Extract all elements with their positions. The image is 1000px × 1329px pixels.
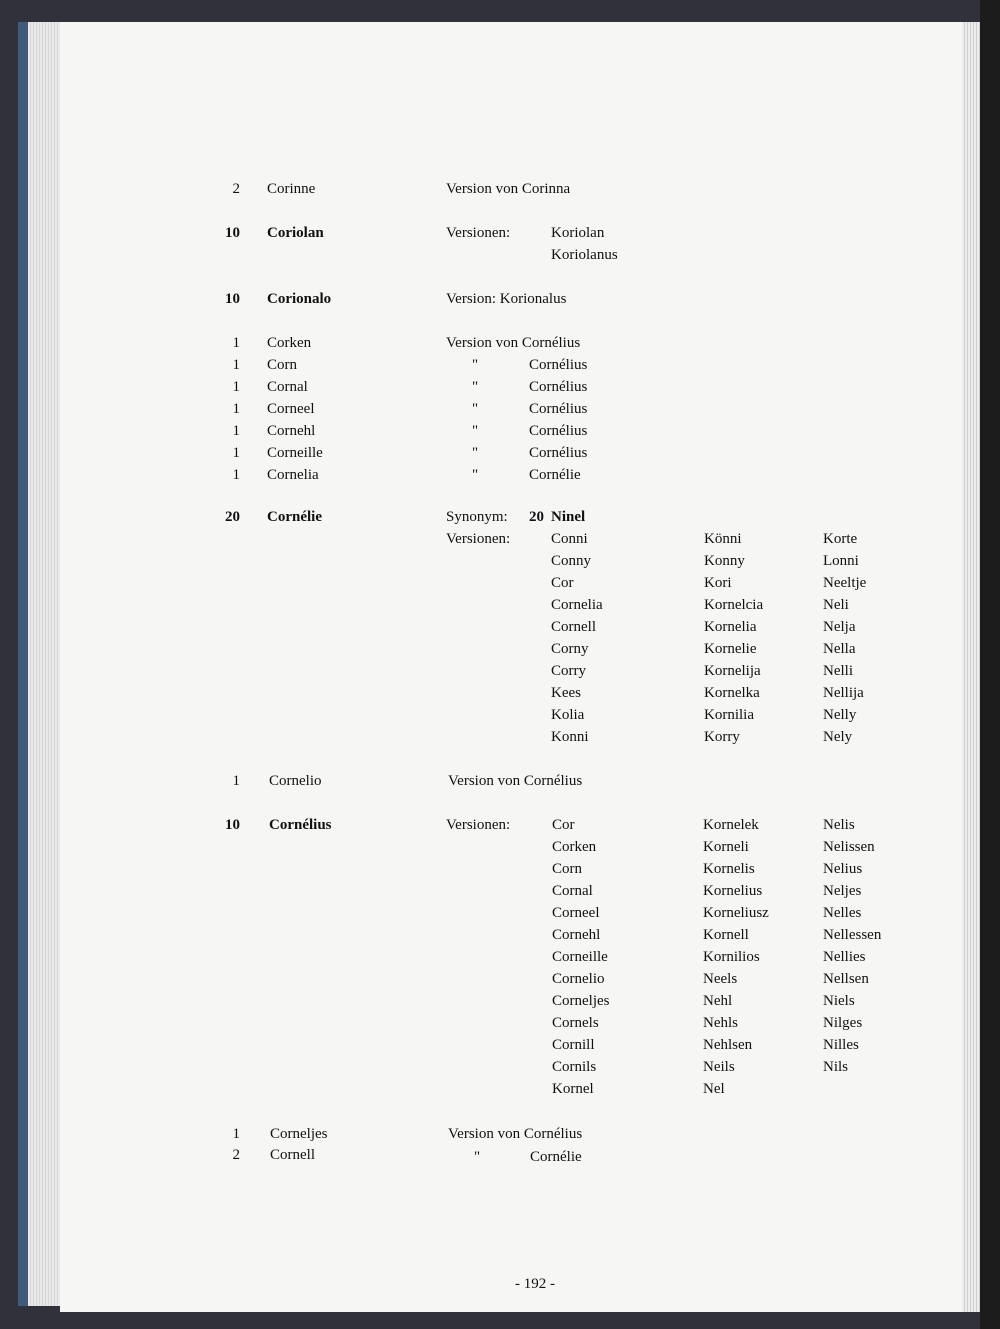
entry-name: Cornelia <box>267 467 319 483</box>
version-value: Cornelia <box>551 597 603 613</box>
version-value: Cornils <box>552 1059 597 1075</box>
version-value: Kori <box>704 575 732 591</box>
synonym-frequency: 20 <box>529 509 544 525</box>
version-value: Corny <box>551 641 589 657</box>
entry-name: Cornal <box>267 379 308 395</box>
entry-name: Corneljes <box>270 1126 328 1142</box>
version-value: Corneel <box>552 905 600 921</box>
version-value: Cor <box>552 817 575 833</box>
version-value: Kolia <box>551 707 585 723</box>
version-value: Cornill <box>552 1037 595 1053</box>
version-value: Corneljes <box>552 993 610 1009</box>
entry-name: Corneel <box>267 401 315 417</box>
version-value: Könni <box>704 531 742 547</box>
version-value: Korte <box>823 531 858 547</box>
version-value: Kees <box>551 685 581 701</box>
entry-description: Cornélius <box>529 423 588 439</box>
version-value: Nehlsen <box>703 1037 753 1053</box>
entry-description: Version von Corinna <box>446 181 571 197</box>
entry-frequency: 1 <box>232 773 240 789</box>
entry-name: Coriolan <box>267 225 324 241</box>
entry-name: Corinne <box>267 181 316 197</box>
ditto-mark: " <box>472 379 479 395</box>
entry-frequency: 1 <box>232 401 240 417</box>
version-value: Nehl <box>703 993 733 1009</box>
entry-frequency: 1 <box>232 357 240 373</box>
version-value: Kornelka <box>704 685 760 701</box>
entry-name: Corken <box>267 335 312 351</box>
page-stack-right <box>962 22 980 1312</box>
version-value: Nellies <box>823 949 866 965</box>
ditto-mark: " <box>472 445 479 461</box>
entry-description: Version von Cornélius <box>448 1126 583 1142</box>
version-value: Kornilios <box>703 949 760 965</box>
version-value: Corry <box>551 663 586 679</box>
entry-name: Cornélius <box>269 817 332 833</box>
entry-description: Version von Cornélius <box>446 335 581 351</box>
version-value: Neeltje <box>823 575 867 591</box>
versions-label: Versionen: <box>446 531 511 547</box>
entry-description: Version von Cornélius <box>448 773 583 789</box>
version-value: Konny <box>704 553 745 569</box>
version-value: Conni <box>551 531 588 547</box>
ditto-mark: " <box>474 1149 481 1165</box>
version-value: Kornell <box>703 927 749 943</box>
entry-name: Corn <box>267 357 297 373</box>
entry-name: Cornell <box>270 1147 315 1163</box>
ditto-mark: " <box>472 467 479 483</box>
version-value: Koriolanus <box>551 247 618 263</box>
version-value: Korry <box>704 729 740 745</box>
entry-frequency: 10 <box>225 225 240 241</box>
version-value: Nilges <box>823 1015 863 1031</box>
version-value: Corneille <box>552 949 608 965</box>
version-value: Kornelija <box>704 663 761 679</box>
version-value: Corn <box>552 861 582 877</box>
entry-frequency: 2 <box>232 181 240 197</box>
entry-frequency: 1 <box>232 379 240 395</box>
entry-description: Version: Korionalus <box>446 291 567 307</box>
version-value: Neils <box>703 1059 735 1075</box>
versions-label: Versionen: <box>446 817 511 833</box>
version-value: Conny <box>551 553 592 569</box>
version-value: Nelis <box>823 817 855 833</box>
version-value: Nellija <box>823 685 864 701</box>
version-value: Cornehl <box>552 927 601 943</box>
version-value: Neels <box>703 971 738 987</box>
version-value: Kornelie <box>704 641 757 657</box>
version-value: Corken <box>552 839 597 855</box>
ditto-mark: " <box>472 401 479 417</box>
synonym-name: Ninel <box>551 509 586 525</box>
synonym-label: Synonym: <box>446 509 508 525</box>
version-value: Cor <box>551 575 574 591</box>
entry-description: Cornélie <box>529 467 581 483</box>
version-value: Kornelcia <box>704 597 764 613</box>
version-value: Korneli <box>703 839 749 855</box>
entry-frequency: 1 <box>232 423 240 439</box>
entry-description: Cornélius <box>529 445 588 461</box>
version-value: Nel <box>703 1081 725 1097</box>
background-right <box>980 0 1000 1329</box>
entry-description: Cornélius <box>529 379 588 395</box>
version-value: Koriolan <box>551 225 605 241</box>
version-value: Kornelis <box>703 861 755 877</box>
version-value: Lonni <box>823 553 859 569</box>
version-value: Kornilia <box>704 707 754 723</box>
version-value: Korneliusz <box>703 905 769 921</box>
version-value: Nellessen <box>823 927 882 943</box>
version-value: Nelles <box>823 905 862 921</box>
entry-description: Cornélie <box>530 1149 582 1165</box>
entry-name: Cornélie <box>267 509 322 525</box>
page-number: - 192 - <box>515 1276 555 1292</box>
entry-name: Corneille <box>267 445 323 461</box>
entry-frequency: 10 <box>225 291 240 307</box>
entry-name: Cornelio <box>269 773 322 789</box>
ditto-mark: " <box>472 357 479 373</box>
entry-frequency: 1 <box>232 335 240 351</box>
version-value: Kornel <box>552 1081 594 1097</box>
version-value: Nella <box>823 641 856 657</box>
version-value: Kornelia <box>704 619 757 635</box>
entry-description: Cornélius <box>529 357 588 373</box>
versions-label: Versionen: <box>446 225 511 241</box>
version-value: Konni <box>551 729 589 745</box>
entry-frequency: 20 <box>225 509 240 525</box>
version-value: Cornelio <box>552 971 605 987</box>
ditto-mark: " <box>472 423 479 439</box>
version-value: Kornelek <box>703 817 759 833</box>
entry-name: Corionalo <box>267 291 332 307</box>
version-value: Nelja <box>823 619 856 635</box>
entry-name: Cornehl <box>267 423 316 439</box>
version-value: Nehls <box>703 1015 738 1031</box>
version-value: Nellsen <box>823 971 869 987</box>
version-value: Neli <box>823 597 849 613</box>
version-value: Nely <box>823 729 853 745</box>
version-value: Nilles <box>823 1037 859 1053</box>
version-value: Nelissen <box>823 839 875 855</box>
version-value: Niels <box>823 993 855 1009</box>
entry-frequency: 10 <box>225 817 240 833</box>
version-value: Nelly <box>823 707 857 723</box>
version-value: Nelius <box>823 861 863 877</box>
entry-frequency: 2 <box>232 1147 240 1163</box>
version-value: Cornels <box>552 1015 599 1031</box>
entry-description: Cornélius <box>529 401 588 417</box>
version-value: Cornell <box>551 619 596 635</box>
entry-frequency: 1 <box>232 1126 240 1142</box>
entry-frequency: 1 <box>232 445 240 461</box>
version-value: Nelli <box>823 663 853 679</box>
version-value: Neljes <box>823 883 862 899</box>
version-value: Cornal <box>552 883 593 899</box>
entry-frequency: 1 <box>232 467 240 483</box>
version-value: Kornelius <box>703 883 763 899</box>
version-value: Nils <box>823 1059 849 1075</box>
